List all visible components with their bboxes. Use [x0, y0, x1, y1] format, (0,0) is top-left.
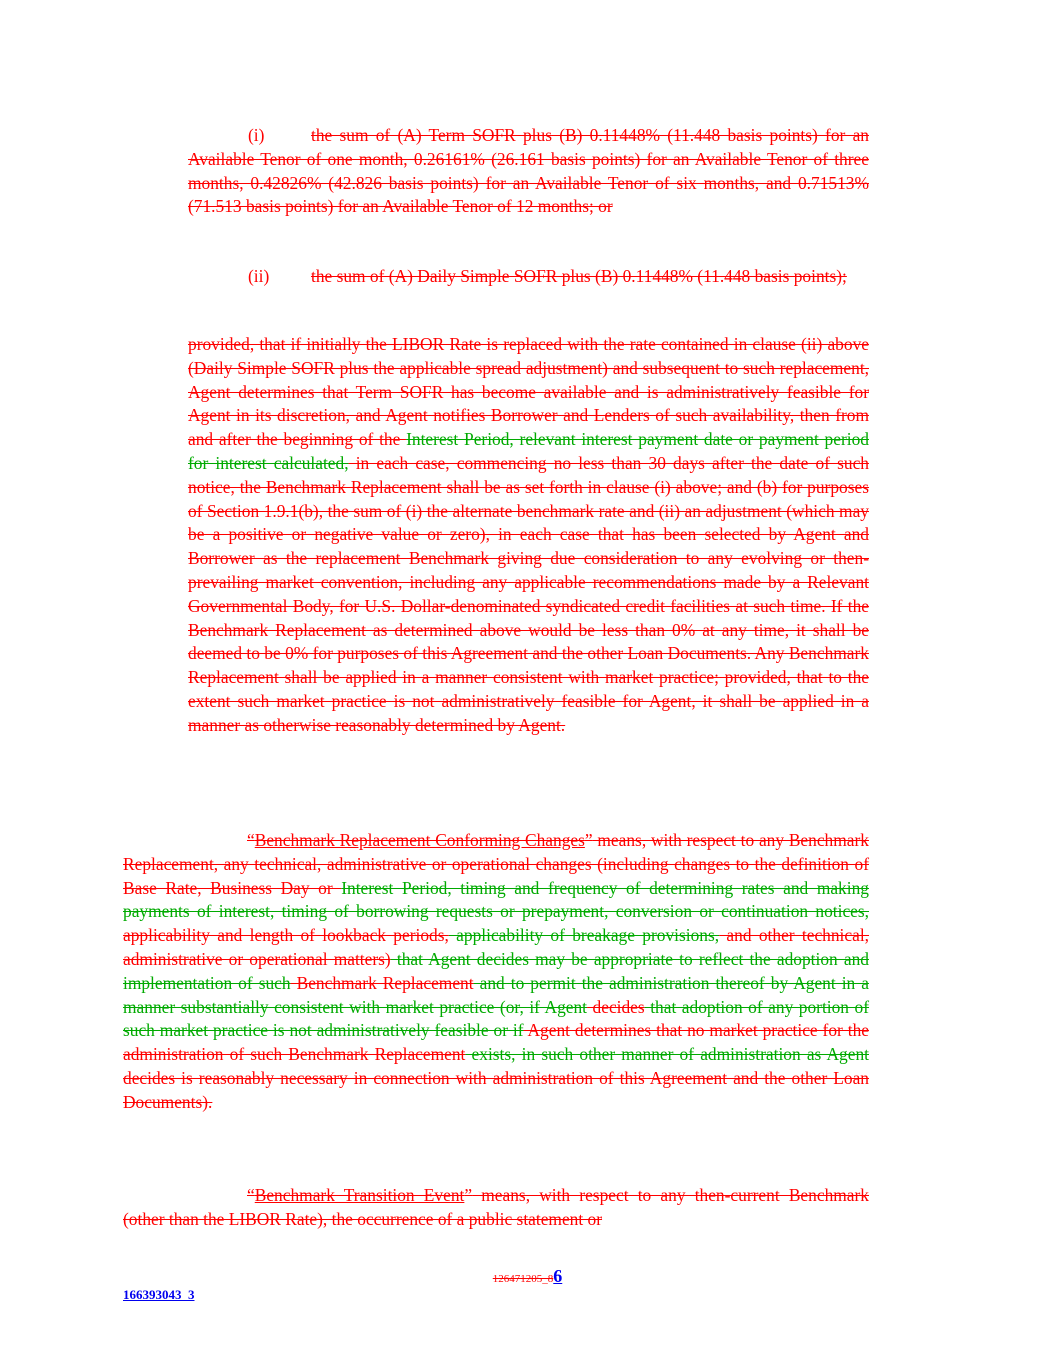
page-footer	[0, 1266, 1055, 1287]
proviso-text-2: in each case, commencing no less than 30 days after the date of such notice, the Benchmark Replacement shall be as set forth in clause (i) above; and (b) for purposes of Section 1.9.1(b), the sum of (i) the alternate benchmark rate and (ii) an adjustment (which may be a positive or negative value or zero), in each case that has been selected by Agent and Borrower as the replacement Benchmark giving due consideration to any evolving or then-prevailing market convention, including any applicable recommendations made by a Relevant Governmental Body, for U.S. Dollar-denominated syndicated credit facilities at such time. If the Benchmark Replacement as determined above would be less than 0% at any time, it shall be deemed to be 0% for purposes of this Agreement and the other Loan Documents. Any Benchmark Replacement shall be applied in a manner consistent with market practice; provided, that to the extent such market practice is not administratively feasible for Agent, it shall be applied in a manner as otherwise reasonably determined by Agent.	[188, 452, 869, 735]
conforming-g3: that Agent decides may be appropriate to reflect the adoption and implementation of such	[123, 948, 869, 993]
proviso-paragraph	[188, 333, 869, 738]
conforming-open-quote: “	[247, 830, 255, 850]
footer-page-number: 6	[553, 1266, 563, 1286]
definition-transition-event	[123, 1184, 869, 1232]
conforming-g4: and to permit the administration thereof by Agent in a manner substantially consistent with market practice (or, if Agent	[123, 972, 870, 1017]
transition-term: Benchmark Transition Event	[254, 1185, 465, 1205]
transition-close-quote: ”	[464, 1185, 473, 1205]
transition-text: means, with respect to any then-current Benchmark (other than the LIBOR Rate), the occurrence of a public statement or	[123, 1185, 869, 1229]
clause-i-text: the sum of (A) Term SOFR plus (B) 0.11448% (11.448 basis points) for an Available Tenor of one month, 0.26161% (26.161 basis points) for an Available Tenor of three months, 0.42826% (42.826 basis points) for an Available Tenor of six months, and 0.71513% (71.513 basis points) for an Available Tenor of 12 months; or	[188, 125, 869, 217]
conforming-g2: applicability of breakage provisions,	[448, 925, 720, 946]
conforming-term: Benchmark Replacement Conforming Changes	[254, 830, 585, 850]
transition-open-quote: “	[247, 1185, 255, 1205]
clause-i-number: (i)	[248, 125, 265, 145]
footer-old-number: 126471205_8	[492, 1273, 554, 1285]
proviso-text-1: provided, that if initially the LIBOR Rate is replaced with the rate contained in clause (ii) above (Daily Simple SOFR plus the applicable spread adjustment) and subsequent to such replacement, Agent determines that Term SOFR has become available and is administratively feasible for Agent in its discretion, and Agent notifies Borrower and Lenders of such availability, then from and after the beginning of the	[188, 334, 869, 450]
conforming-g1: Interest Period, timing and frequency of determining rates and making payments of interest, timing of borrowing requests or prepayment, conversion or continuation notices,	[123, 877, 869, 922]
conforming-r7: decides is reasonably necessary in connection with administration of this Agreement and the other Loan Documents).	[123, 1067, 869, 1112]
conforming-r4: Benchmark Replacement	[290, 972, 474, 993]
conforming-r3: and other technical, administrative or operational matters)	[123, 925, 870, 969]
clause-ii-number: (ii)	[248, 266, 270, 286]
footer-document-id: 166393043_3	[123, 1287, 195, 1302]
proviso-text-green: Interest Period, relevant interest payment date or payment period for interest calculated,	[188, 429, 869, 473]
clause-i-paragraph	[188, 124, 869, 219]
strike-indent	[188, 124, 248, 148]
conforming-g6: exists, in such other manner of administration as Agent	[465, 1044, 869, 1065]
definition-conforming-changes	[123, 829, 869, 1115]
conforming-r1: means, with respect to any Benchmark Replacement, any technical, administrative or operational changes (including changes to the definition of Base Rate, Business Day or	[123, 830, 869, 898]
conforming-r5: decides	[587, 996, 645, 1017]
clause-ii-text: the sum of (A) Daily Simple SOFR plus (B) 0.11448% (11.448 basis points);	[311, 266, 847, 286]
conforming-g5: that adoption of any portion of such market practice is not administratively feasible or if	[123, 996, 870, 1041]
conforming-close-quote: ”	[584, 830, 593, 850]
clause-ii-paragraph	[188, 265, 869, 289]
conforming-r2: applicability and length of lookback periods,	[123, 925, 449, 946]
conforming-r6: Agent determines that no market practice for the administration of such Benchmark Replacement	[123, 1020, 869, 1065]
